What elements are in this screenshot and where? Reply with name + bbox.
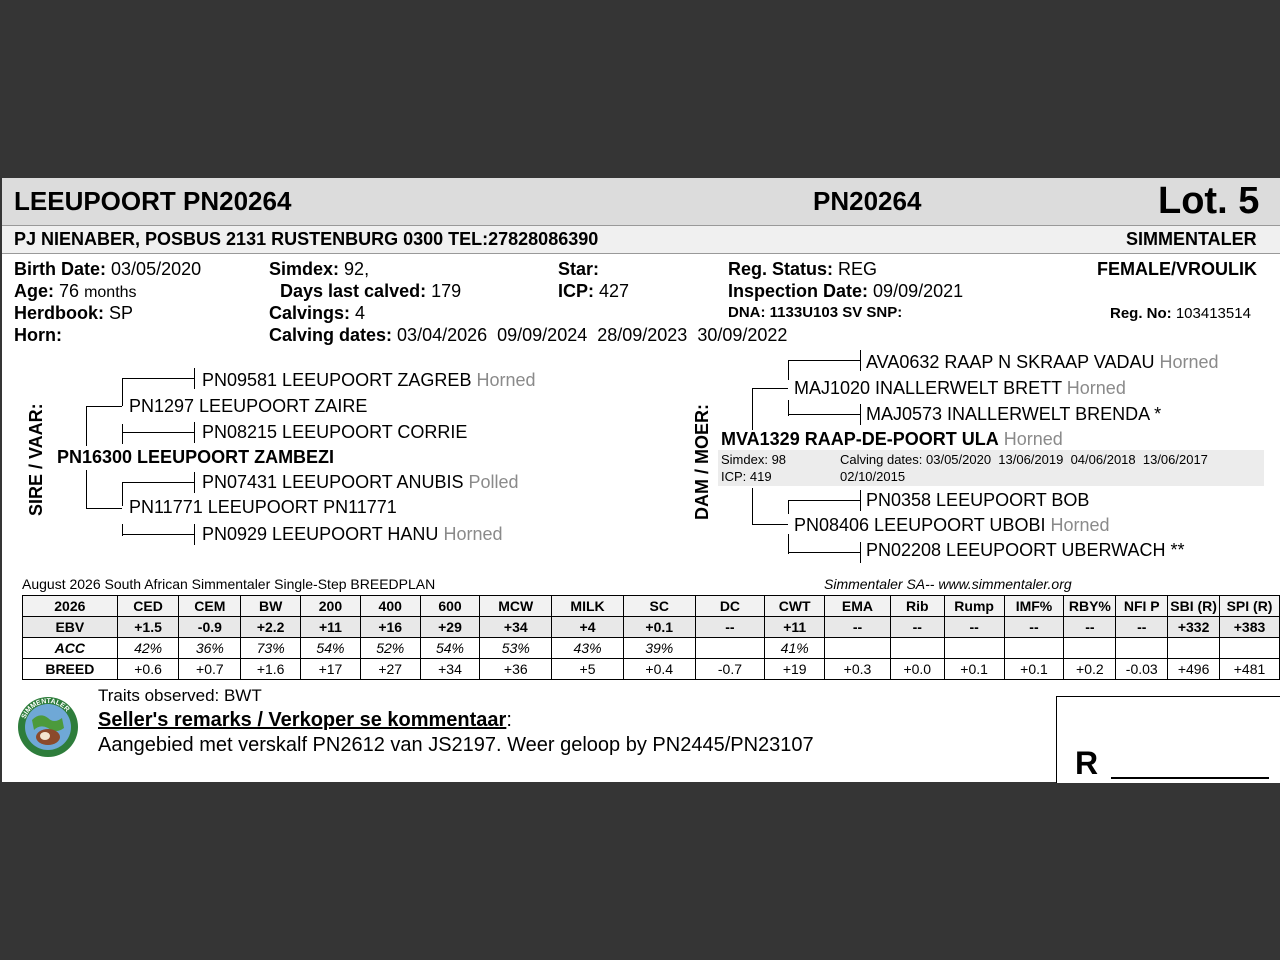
acc-row-cell: [1116, 638, 1168, 659]
dam-details: [718, 450, 1264, 486]
calving-dates: Calving dates: 03/04/2026 09/09/2024 28/09/2023 30/09/2022: [269, 325, 788, 345]
ebv-row-cell: -0.9: [179, 617, 241, 638]
ebv-row-cell: +0.1: [623, 617, 695, 638]
acc-row-cell: [1220, 638, 1280, 659]
star: Star:: [558, 259, 600, 279]
ebv-row-cell: --: [1064, 617, 1116, 638]
ebv-header-row-cell: NFI P: [1116, 596, 1168, 617]
animal-id: PN20264: [813, 186, 922, 216]
breed-row-cell: +34: [420, 659, 480, 680]
dam-icp: ICP: 419: [721, 469, 772, 484]
ebv-header-row-cell: SC: [623, 596, 695, 617]
svg-text:SIMMENTALER: SIMMENTALER: [20, 697, 71, 720]
days-last-calved: Days last calved: 179: [280, 281, 462, 301]
breed-row-cell: +5: [552, 659, 624, 680]
breed-row-cell: +0.2: [1064, 659, 1116, 680]
remarks-title: Seller's remarks / Verkoper se kommentaar:: [98, 709, 512, 731]
sire-sire: PN1297 LEEUPOORT ZAIRE: [129, 396, 368, 416]
horn: Horn:: [14, 325, 62, 345]
reg-no: Reg. No: 103413514: [1110, 305, 1251, 322]
owner-line: PJ NIENABER, POSBUS 2131 RUSTENBURG 0300 TEL:27828086390: [14, 229, 599, 249]
ebv-header-row-cell: SBI (R): [1168, 596, 1220, 617]
breed-row-cell: +0.4: [623, 659, 695, 680]
ebv-header-row-cell: 200: [301, 596, 361, 617]
ebv-row-cell: --: [1116, 617, 1168, 638]
ebv-row-cell: --: [1004, 617, 1064, 638]
dam: MVA1329 RAAP-DE-POORT ULA Horned: [721, 429, 1063, 449]
owner-bar: [2, 226, 1280, 254]
ebv-header-row-cell: Rump: [944, 596, 1004, 617]
ebv-row-cell: +34: [480, 617, 552, 638]
breed-row-cell: +27: [360, 659, 420, 680]
animal-name: LEEUPOORT PN20264: [14, 186, 292, 216]
acc-row-cell: 54%: [420, 638, 480, 659]
ebv-header-row-cell: MILK: [552, 596, 624, 617]
ebv-header-row-cell: CWT: [765, 596, 825, 617]
sire-sire-sire: PN09581 LEEUPOORT ZAGREB Horned: [202, 370, 536, 390]
ebv-header-row-cell: EMA: [825, 596, 891, 617]
ebv-row-cell: +11: [765, 617, 825, 638]
breedplan-site: Simmentaler SA-- www.simmentaler.org: [824, 576, 1072, 592]
ebv-table: [22, 595, 1280, 680]
remarks-text: Aangebied met verskalf PN2612 van JS2197. Weer geloop by PN2445/PN23107: [98, 734, 814, 756]
ebv-header-row-cell: BW: [241, 596, 301, 617]
acc-row-cell: 42%: [117, 638, 179, 659]
breed-row-cell: +0.1: [944, 659, 1004, 680]
dam-sire-sire: AVA0632 RAAP N SKRAAP VADAU Horned: [866, 352, 1219, 372]
breed-row-cell: -0.03: [1116, 659, 1168, 680]
ebv-header-row-cell: RBY%: [1064, 596, 1116, 617]
ebv-header-row-cell: CEM: [179, 596, 241, 617]
acc-row: [23, 638, 1280, 659]
ebv-row-cell: --: [695, 617, 765, 638]
bid-box: [1056, 696, 1280, 783]
simmentaler-logo: [12, 696, 84, 758]
ebv-row-cell: --: [944, 617, 1004, 638]
acc-row-cell: [1168, 638, 1220, 659]
reg-status: Reg. Status: REG: [728, 259, 878, 279]
bid-line: [1111, 777, 1269, 779]
breed-row: [23, 659, 1280, 680]
dam-simdex: Simdex: 98: [721, 452, 787, 467]
ebv-row-cell: +2.2: [241, 617, 301, 638]
breed-row-cell: -0.7: [695, 659, 765, 680]
acc-row-cell: 41%: [765, 638, 825, 659]
sire-dam: PN11771 LEEUPOORT PN11771: [129, 497, 397, 517]
dna: DNA: 1133U103 SV SNP:: [728, 304, 903, 321]
acc-row-cell: [890, 638, 944, 659]
inspection-date: Inspection Date: 09/09/2021: [728, 281, 964, 301]
sire-dam-sire: PN07431 LEEUPOORT ANUBIS Polled: [202, 472, 519, 492]
breed-row-cell: +17: [301, 659, 361, 680]
dam-side-label: DAM / MOER:: [692, 404, 712, 520]
sire-dam-dam: PN0929 LEEUPOORT HANU Horned: [202, 524, 503, 544]
ebv-header-row-cell: CED: [117, 596, 179, 617]
sex: FEMALE/VROULIK: [1097, 259, 1257, 279]
acc-row-cell: 39%: [623, 638, 695, 659]
ebv-header-row-cell: 400: [360, 596, 420, 617]
ebv-header-row-cell: IMF%: [1004, 596, 1064, 617]
ebv-header-row-cell: 600: [420, 596, 480, 617]
birth-date: Birth Date: 03/05/2020: [14, 259, 202, 279]
acc-row-cell: [944, 638, 1004, 659]
dam-sire: MAJ1020 INALLERWELT BRETT Horned: [794, 378, 1126, 398]
ebv-row-cell: +1.5: [117, 617, 179, 638]
dam-calving-dates: Calving dates: 03/05/2020 13/06/2019 04/06/2018 13/06/2017: [840, 452, 1208, 467]
lot-card: [2, 178, 1280, 782]
sire: PN16300 LEEUPOORT ZAMBEZI: [57, 447, 335, 467]
acc-row-cell: 36%: [179, 638, 241, 659]
dam-dam-sire: PN0358 LEEUPOORT BOB: [866, 490, 1090, 510]
ebv-row-cell: --: [890, 617, 944, 638]
breed-row-cell: +481: [1220, 659, 1280, 680]
acc-row-cell: [1064, 638, 1116, 659]
breed-row-cell: +0.7: [179, 659, 241, 680]
breed-row-cell: +0.0: [890, 659, 944, 680]
breed-row-cell: +0.6: [117, 659, 179, 680]
acc-row-cell: 54%: [301, 638, 361, 659]
ebv-row: [23, 617, 1280, 638]
breed-name: SIMMENTALER: [1126, 229, 1257, 249]
ebv-row-cell: +383: [1220, 617, 1280, 638]
breedplan-title: August 2026 South African Simmentaler Single-Step BREEDPLAN: [22, 576, 436, 592]
dam-dam-dam: PN02208 LEEUPOORT UBERWACH **: [866, 540, 1185, 560]
lot-number: Lot. 5: [1158, 180, 1260, 222]
breed-row-cell: +1.6: [241, 659, 301, 680]
age: Age: 76 months: [14, 281, 137, 301]
r-label: R: [1075, 745, 1099, 781]
traits-observed: Traits observed: BWT: [98, 686, 262, 705]
sire-side-label: SIRE / VAAR:: [26, 403, 46, 516]
acc-row-cell: ACC: [23, 638, 118, 659]
breed-row-cell: +19: [765, 659, 825, 680]
ebv-header-row-cell: SPI (R): [1220, 596, 1280, 617]
ebv-row-cell: EBV: [23, 617, 118, 638]
breed-row-cell: +0.3: [825, 659, 891, 680]
ebv-row-cell: --: [825, 617, 891, 638]
breed-row-cell: +496: [1168, 659, 1220, 680]
acc-row-cell: 52%: [360, 638, 420, 659]
ebv-row-cell: +11: [301, 617, 361, 638]
acc-row-cell: [695, 638, 765, 659]
header-bar: [2, 178, 1280, 226]
ebv-header-row-cell: 2026: [23, 596, 118, 617]
ebv-row-cell: +4: [552, 617, 624, 638]
ebv-row-cell: +29: [420, 617, 480, 638]
ebv-header-row: [23, 596, 1280, 617]
ebv-header-row-cell: MCW: [480, 596, 552, 617]
ebv-header-row-cell: Rib: [890, 596, 944, 617]
ebv-header-row-cell: DC: [695, 596, 765, 617]
ebv-row-cell: +16: [360, 617, 420, 638]
icp: ICP: 427: [558, 281, 630, 301]
acc-row-cell: 73%: [241, 638, 301, 659]
breed-row-cell: +36: [480, 659, 552, 680]
simdex: Simdex: 92,: [269, 259, 370, 279]
acc-row-cell: 53%: [480, 638, 552, 659]
acc-row-cell: [1004, 638, 1064, 659]
breed-row-cell: +0.1: [1004, 659, 1064, 680]
sire-sire-dam: PN08215 LEEUPOORT CORRIE: [202, 422, 468, 442]
dam-dam: PN08406 LEEUPOORT UBOBI Horned: [794, 515, 1110, 535]
acc-row-cell: [825, 638, 891, 659]
dam-sire-dam: MAJ0573 INALLERWELT BRENDA *: [866, 404, 1162, 424]
calvings: Calvings: 4: [269, 303, 366, 323]
herdbook: Herdbook: SP: [14, 303, 134, 323]
breed-row-cell: BREED: [23, 659, 118, 680]
acc-row-cell: 43%: [552, 638, 624, 659]
dam-calving-dates-2: 02/10/2015: [840, 469, 906, 484]
ebv-row-cell: +332: [1168, 617, 1220, 638]
